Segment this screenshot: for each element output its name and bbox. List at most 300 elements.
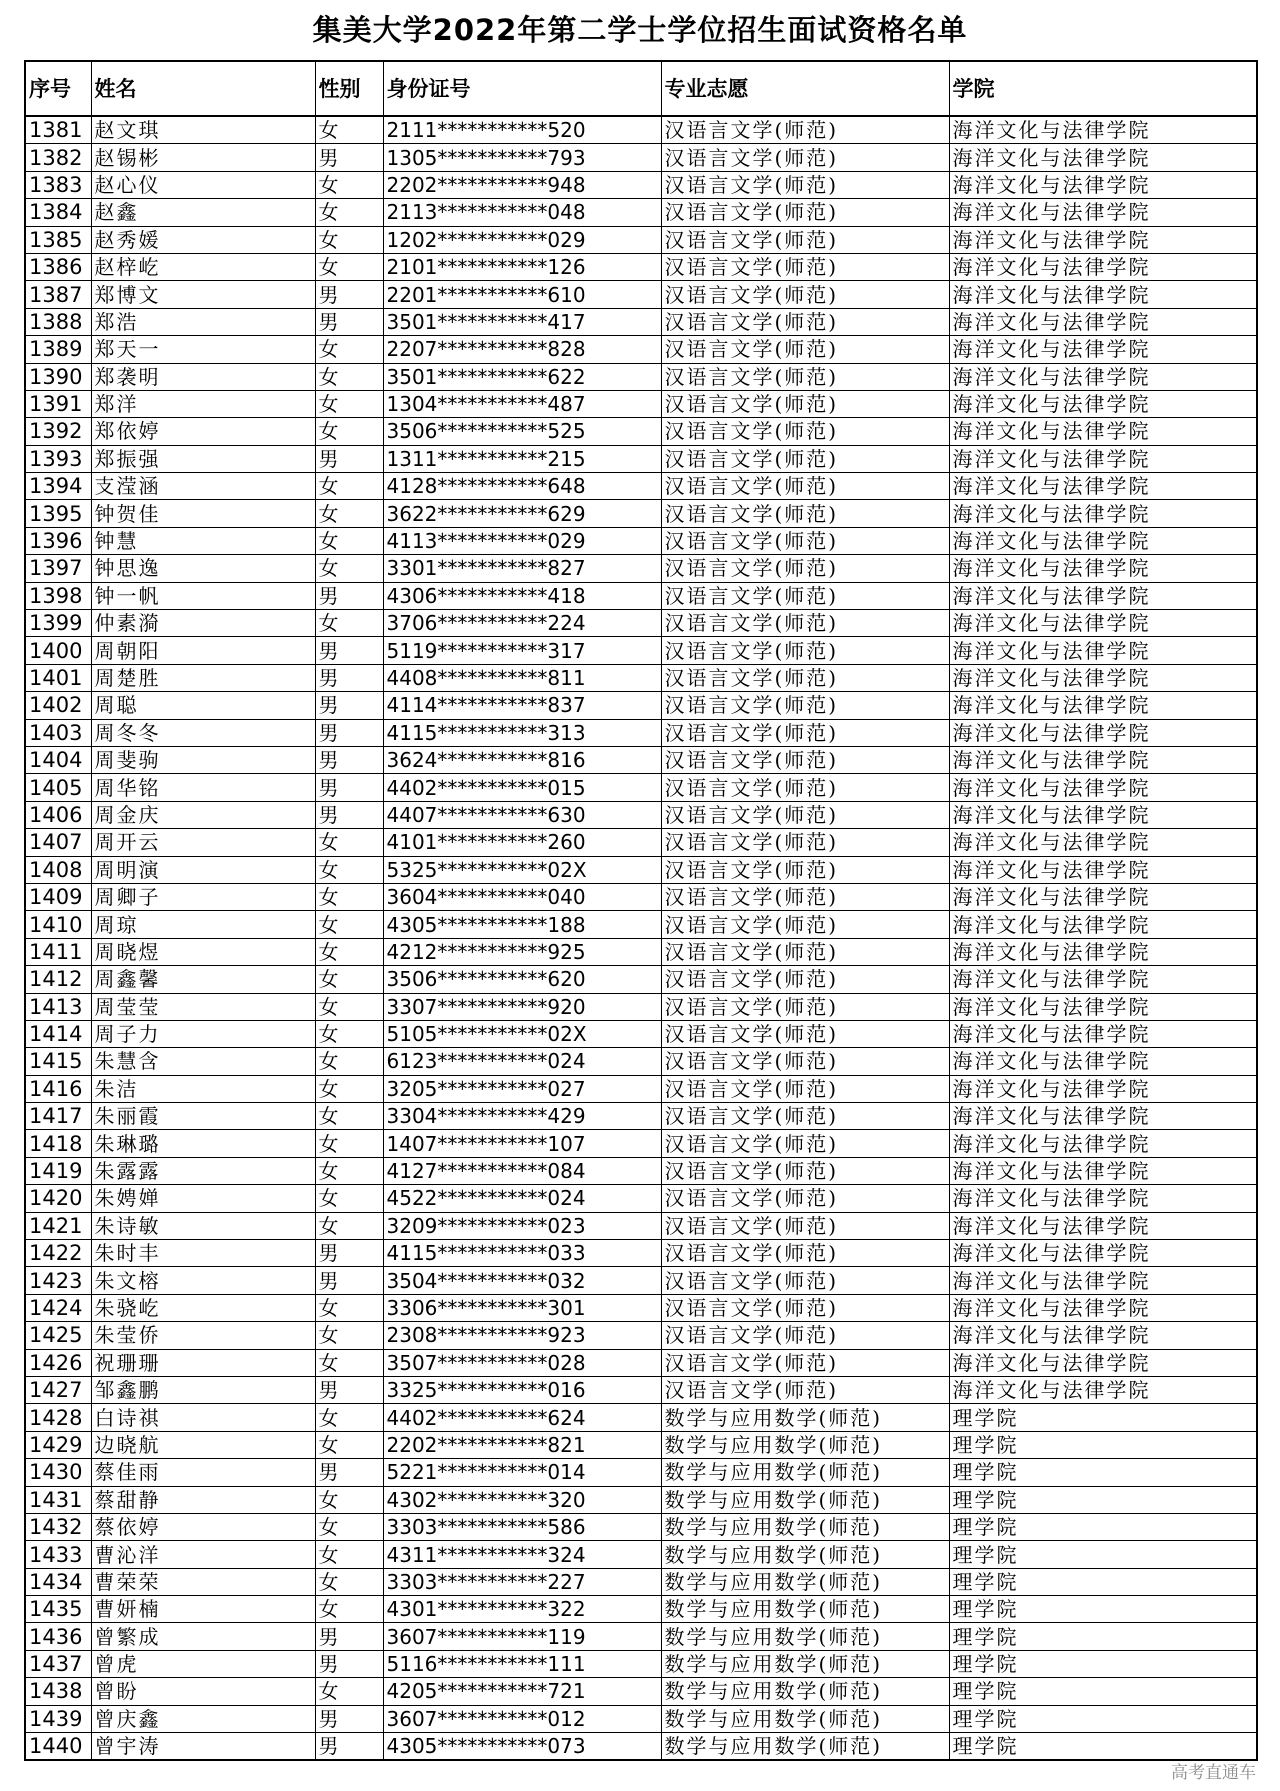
cell-major: 汉语言文学(师范)	[661, 1103, 949, 1130]
cell-college: 海洋文化与法律学院	[949, 555, 1257, 582]
table-row	[25, 1376, 1257, 1403]
cell-gender: 女	[315, 883, 383, 910]
cell-id-number: 4306***********418	[383, 582, 661, 609]
cell-college: 海洋文化与法律学院	[949, 582, 1257, 609]
cell-id-number: 4311***********324	[383, 1541, 661, 1568]
cell-id-number: 3301***********827	[383, 555, 661, 582]
cell-gender: 女	[315, 1212, 383, 1239]
cell-major: 汉语言文学(师范)	[661, 582, 949, 609]
cell-major: 数学与应用数学(师范)	[661, 1650, 949, 1677]
cell-seq: 1400	[25, 637, 91, 664]
cell-id-number: 3205***********027	[383, 1075, 661, 1102]
table-row	[25, 363, 1257, 390]
cell-seq: 1413	[25, 993, 91, 1020]
cell-seq: 1431	[25, 1486, 91, 1513]
cell-name: 曹妍楠	[91, 1596, 315, 1623]
table-row	[25, 253, 1257, 280]
cell-name: 钟慧	[91, 527, 315, 554]
cell-id-number: 2308***********923	[383, 1322, 661, 1349]
cell-gender: 男	[315, 801, 383, 828]
cell-seq: 1439	[25, 1705, 91, 1732]
cell-id-number: 4301***********322	[383, 1596, 661, 1623]
table-row	[25, 1733, 1257, 1761]
cell-gender: 女	[315, 1130, 383, 1157]
cell-major: 数学与应用数学(师范)	[661, 1568, 949, 1595]
cell-major: 汉语言文学(师范)	[661, 281, 949, 308]
cell-id-number: 2101***********126	[383, 253, 661, 280]
cell-name: 曾繁成	[91, 1623, 315, 1650]
cell-name: 周开云	[91, 829, 315, 856]
cell-gender: 女	[315, 171, 383, 198]
table-row	[25, 390, 1257, 417]
cell-major: 汉语言文学(师范)	[661, 336, 949, 363]
cell-seq: 1434	[25, 1568, 91, 1595]
cell-seq: 1382	[25, 144, 91, 171]
cell-seq: 1388	[25, 308, 91, 335]
cell-major: 汉语言文学(师范)	[661, 445, 949, 472]
cell-major: 汉语言文学(师范)	[661, 253, 949, 280]
cell-gender: 女	[315, 363, 383, 390]
cell-seq: 1393	[25, 445, 91, 472]
cell-name: 郑博文	[91, 281, 315, 308]
cell-name: 赵鑫	[91, 199, 315, 226]
cell-name: 蔡甜静	[91, 1486, 315, 1513]
cell-id-number: 3303***********586	[383, 1513, 661, 1540]
cell-major: 汉语言文学(师范)	[661, 938, 949, 965]
cell-college: 海洋文化与法律学院	[949, 883, 1257, 910]
cell-college: 理学院	[949, 1513, 1257, 1540]
cell-seq: 1425	[25, 1322, 91, 1349]
table-row	[25, 1322, 1257, 1349]
cell-gender: 男	[315, 1267, 383, 1294]
table-row	[25, 1513, 1257, 1540]
table-row	[25, 1212, 1257, 1239]
table-row	[25, 1185, 1257, 1212]
table-row	[25, 610, 1257, 637]
cell-college: 海洋文化与法律学院	[949, 1294, 1257, 1321]
table-row	[25, 1267, 1257, 1294]
table-row	[25, 774, 1257, 801]
cell-college: 海洋文化与法律学院	[949, 664, 1257, 691]
cell-name: 朱露露	[91, 1157, 315, 1184]
cell-major: 数学与应用数学(师范)	[661, 1404, 949, 1431]
cell-id-number: 3325***********016	[383, 1376, 661, 1403]
cell-gender: 女	[315, 1075, 383, 1102]
cell-college: 海洋文化与法律学院	[949, 1322, 1257, 1349]
cell-id-number: 4101***********260	[383, 829, 661, 856]
table-row	[25, 1240, 1257, 1267]
cell-name: 钟贺佳	[91, 500, 315, 527]
cell-name: 蔡佳雨	[91, 1459, 315, 1486]
cell-id-number: 3607***********119	[383, 1623, 661, 1650]
table-row	[25, 1294, 1257, 1321]
cell-name: 赵梓屹	[91, 253, 315, 280]
cell-major: 汉语言文学(师范)	[661, 637, 949, 664]
cell-seq: 1395	[25, 500, 91, 527]
cell-seq: 1419	[25, 1157, 91, 1184]
cell-major: 汉语言文学(师范)	[661, 199, 949, 226]
cell-major: 汉语言文学(师范)	[661, 1157, 949, 1184]
cell-gender: 女	[315, 1020, 383, 1047]
table-row	[25, 829, 1257, 856]
cell-college: 海洋文化与法律学院	[949, 171, 1257, 198]
cell-major: 汉语言文学(师范)	[661, 911, 949, 938]
cell-college: 海洋文化与法律学院	[949, 692, 1257, 719]
cell-seq: 1399	[25, 610, 91, 637]
cell-name: 邹鑫鹏	[91, 1376, 315, 1403]
cell-id-number: 3303***********227	[383, 1568, 661, 1595]
cell-id-number: 3506***********525	[383, 418, 661, 445]
cell-college: 海洋文化与法律学院	[949, 199, 1257, 226]
cell-major: 汉语言文学(师范)	[661, 527, 949, 554]
cell-major: 汉语言文学(师范)	[661, 1185, 949, 1212]
cell-major: 汉语言文学(师范)	[661, 363, 949, 390]
cell-seq: 1432	[25, 1513, 91, 1540]
cell-college: 理学院	[949, 1650, 1257, 1677]
cell-gender: 男	[315, 692, 383, 719]
cell-name: 白诗祺	[91, 1404, 315, 1431]
cell-name: 边晓航	[91, 1431, 315, 1458]
cell-college: 海洋文化与法律学院	[949, 938, 1257, 965]
cell-seq: 1420	[25, 1185, 91, 1212]
cell-seq: 1391	[25, 390, 91, 417]
cell-name: 赵秀媛	[91, 226, 315, 253]
cell-seq: 1389	[25, 336, 91, 363]
table-row	[25, 500, 1257, 527]
cell-seq: 1394	[25, 473, 91, 500]
cell-id-number: 4115***********313	[383, 719, 661, 746]
header-id-number: 身份证号	[383, 61, 661, 116]
cell-id-number: 1311***********215	[383, 445, 661, 472]
cell-gender: 女	[315, 1157, 383, 1184]
cell-gender: 女	[315, 473, 383, 500]
cell-college: 理学院	[949, 1541, 1257, 1568]
cell-college: 海洋文化与法律学院	[949, 116, 1257, 144]
cell-major: 汉语言文学(师范)	[661, 1267, 949, 1294]
cell-major: 汉语言文学(师范)	[661, 1349, 949, 1376]
cell-seq: 1385	[25, 226, 91, 253]
page-title: 集美大学2022年第二学士学位招生面试资格名单	[312, 13, 968, 47]
cell-college: 理学院	[949, 1404, 1257, 1431]
cell-college: 海洋文化与法律学院	[949, 500, 1257, 527]
cell-major: 汉语言文学(师范)	[661, 500, 949, 527]
cell-college: 理学院	[949, 1705, 1257, 1732]
cell-major: 汉语言文学(师范)	[661, 966, 949, 993]
table-row	[25, 1459, 1257, 1486]
cell-gender: 男	[315, 308, 383, 335]
cell-id-number: 4402***********624	[383, 1404, 661, 1431]
cell-id-number: 2207***********828	[383, 336, 661, 363]
cell-college: 海洋文化与法律学院	[949, 1157, 1257, 1184]
cell-gender: 女	[315, 1486, 383, 1513]
cell-seq: 1415	[25, 1048, 91, 1075]
cell-gender: 女	[315, 911, 383, 938]
cell-id-number: 2202***********821	[383, 1431, 661, 1458]
cell-seq: 1386	[25, 253, 91, 280]
table-row	[25, 1541, 1257, 1568]
cell-major: 汉语言文学(师范)	[661, 1212, 949, 1239]
cell-name: 周卿子	[91, 883, 315, 910]
cell-gender: 女	[315, 226, 383, 253]
cell-seq: 1414	[25, 1020, 91, 1047]
cell-seq: 1433	[25, 1541, 91, 1568]
cell-gender: 男	[315, 1650, 383, 1677]
cell-gender: 女	[315, 1541, 383, 1568]
cell-seq: 1427	[25, 1376, 91, 1403]
cell-college: 海洋文化与法律学院	[949, 226, 1257, 253]
cell-college: 理学院	[949, 1596, 1257, 1623]
cell-id-number: 4114***********837	[383, 692, 661, 719]
cell-id-number: 5105***********02X	[383, 1020, 661, 1047]
table-row	[25, 966, 1257, 993]
cell-name: 赵心仪	[91, 171, 315, 198]
cell-gender: 男	[315, 637, 383, 664]
cell-college: 海洋文化与法律学院	[949, 1130, 1257, 1157]
cell-name: 郑袭明	[91, 363, 315, 390]
cell-major: 汉语言文学(师范)	[661, 664, 949, 691]
roster-table	[24, 60, 1258, 1761]
cell-id-number: 4212***********925	[383, 938, 661, 965]
cell-id-number: 3706***********224	[383, 610, 661, 637]
cell-college: 理学院	[949, 1431, 1257, 1458]
cell-major: 汉语言文学(师范)	[661, 1075, 949, 1102]
table-row	[25, 1404, 1257, 1431]
cell-college: 海洋文化与法律学院	[949, 993, 1257, 1020]
cell-seq: 1416	[25, 1075, 91, 1102]
cell-college: 海洋文化与法律学院	[949, 1267, 1257, 1294]
cell-seq: 1406	[25, 801, 91, 828]
cell-college: 海洋文化与法律学院	[949, 308, 1257, 335]
cell-gender: 男	[315, 664, 383, 691]
cell-college: 海洋文化与法律学院	[949, 1185, 1257, 1212]
cell-college: 海洋文化与法律学院	[949, 281, 1257, 308]
cell-id-number: 3607***********012	[383, 1705, 661, 1732]
cell-seq: 1410	[25, 911, 91, 938]
cell-name: 赵文琪	[91, 116, 315, 144]
cell-major: 汉语言文学(师范)	[661, 144, 949, 171]
cell-name: 仲素漪	[91, 610, 315, 637]
cell-college: 理学院	[949, 1623, 1257, 1650]
cell-seq: 1408	[25, 856, 91, 883]
table-row	[25, 664, 1257, 691]
table-row	[25, 473, 1257, 500]
cell-name: 朱时丰	[91, 1240, 315, 1267]
cell-id-number: 1407***********107	[383, 1130, 661, 1157]
cell-gender: 女	[315, 1431, 383, 1458]
cell-name: 郑洋	[91, 390, 315, 417]
cell-gender: 女	[315, 1322, 383, 1349]
cell-id-number: 3506***********620	[383, 966, 661, 993]
cell-major: 汉语言文学(师范)	[661, 829, 949, 856]
cell-major: 汉语言文学(师范)	[661, 692, 949, 719]
cell-id-number: 3209***********023	[383, 1212, 661, 1239]
cell-name: 曹荣荣	[91, 1568, 315, 1595]
cell-name: 朱琳璐	[91, 1130, 315, 1157]
cell-college: 海洋文化与法律学院	[949, 829, 1257, 856]
table-row	[25, 1157, 1257, 1184]
cell-id-number: 2111***********520	[383, 116, 661, 144]
cell-id-number: 4305***********073	[383, 1733, 661, 1761]
cell-seq: 1428	[25, 1404, 91, 1431]
cell-id-number: 6123***********024	[383, 1048, 661, 1075]
cell-name: 郑天一	[91, 336, 315, 363]
cell-seq: 1381	[25, 116, 91, 144]
header-gender: 性别	[315, 61, 383, 116]
cell-gender: 女	[315, 253, 383, 280]
cell-name: 周莹莹	[91, 993, 315, 1020]
cell-gender: 男	[315, 746, 383, 773]
table-row	[25, 883, 1257, 910]
cell-college: 海洋文化与法律学院	[949, 473, 1257, 500]
cell-name: 周楚胜	[91, 664, 315, 691]
cell-id-number: 3604***********040	[383, 883, 661, 910]
cell-seq: 1402	[25, 692, 91, 719]
cell-major: 汉语言文学(师范)	[661, 883, 949, 910]
cell-major: 汉语言文学(师范)	[661, 801, 949, 828]
cell-major: 数学与应用数学(师范)	[661, 1705, 949, 1732]
cell-name: 周琼	[91, 911, 315, 938]
table-row	[25, 637, 1257, 664]
cell-name: 郑浩	[91, 308, 315, 335]
cell-major: 汉语言文学(师范)	[661, 390, 949, 417]
table-row	[25, 993, 1257, 1020]
cell-major: 汉语言文学(师范)	[661, 610, 949, 637]
cell-seq: 1405	[25, 774, 91, 801]
cell-gender: 女	[315, 1349, 383, 1376]
cell-college: 海洋文化与法律学院	[949, 966, 1257, 993]
cell-gender: 男	[315, 144, 383, 171]
cell-name: 周朝阳	[91, 637, 315, 664]
cell-id-number: 4113***********029	[383, 527, 661, 554]
cell-seq: 1440	[25, 1733, 91, 1761]
cell-major: 汉语言文学(师范)	[661, 993, 949, 1020]
cell-major: 汉语言文学(师范)	[661, 308, 949, 335]
cell-name: 朱丽霞	[91, 1103, 315, 1130]
cell-gender: 男	[315, 774, 383, 801]
cell-gender: 女	[315, 1596, 383, 1623]
cell-id-number: 3501***********417	[383, 308, 661, 335]
cell-id-number: 5221***********014	[383, 1459, 661, 1486]
cell-seq: 1403	[25, 719, 91, 746]
table-row	[25, 582, 1257, 609]
cell-college: 理学院	[949, 1568, 1257, 1595]
cell-gender: 男	[315, 1733, 383, 1761]
cell-college: 理学院	[949, 1486, 1257, 1513]
cell-name: 周子力	[91, 1020, 315, 1047]
cell-seq: 1418	[25, 1130, 91, 1157]
cell-college: 海洋文化与法律学院	[949, 445, 1257, 472]
cell-major: 汉语言文学(师范)	[661, 1048, 949, 1075]
cell-id-number: 3504***********032	[383, 1267, 661, 1294]
cell-major: 汉语言文学(师范)	[661, 116, 949, 144]
cell-major: 数学与应用数学(师范)	[661, 1486, 949, 1513]
cell-college: 理学院	[949, 1733, 1257, 1761]
cell-seq: 1430	[25, 1459, 91, 1486]
cell-seq: 1392	[25, 418, 91, 445]
cell-name: 曾宇涛	[91, 1733, 315, 1761]
cell-id-number: 4115***********033	[383, 1240, 661, 1267]
cell-name: 郑振强	[91, 445, 315, 472]
cell-major: 汉语言文学(师范)	[661, 418, 949, 445]
cell-college: 海洋文化与法律学院	[949, 527, 1257, 554]
cell-gender: 女	[315, 1294, 383, 1321]
cell-seq: 1411	[25, 938, 91, 965]
cell-id-number: 3306***********301	[383, 1294, 661, 1321]
table-row	[25, 1596, 1257, 1623]
cell-major: 数学与应用数学(师范)	[661, 1431, 949, 1458]
table-row	[25, 527, 1257, 554]
cell-seq: 1412	[25, 966, 91, 993]
cell-major: 汉语言文学(师范)	[661, 226, 949, 253]
cell-major: 汉语言文学(师范)	[661, 1130, 949, 1157]
cell-id-number: 3501***********622	[383, 363, 661, 390]
cell-college: 海洋文化与法律学院	[949, 1349, 1257, 1376]
cell-college: 海洋文化与法律学院	[949, 1212, 1257, 1239]
cell-major: 汉语言文学(师范)	[661, 1294, 949, 1321]
cell-name: 曾庆鑫	[91, 1705, 315, 1732]
cell-id-number: 4305***********188	[383, 911, 661, 938]
cell-college: 海洋文化与法律学院	[949, 856, 1257, 883]
cell-name: 曾盼	[91, 1678, 315, 1705]
cell-id-number: 4402***********015	[383, 774, 661, 801]
cell-college: 理学院	[949, 1678, 1257, 1705]
cell-gender: 女	[315, 500, 383, 527]
table-row	[25, 144, 1257, 171]
cell-gender: 男	[315, 1705, 383, 1732]
table-row	[25, 1486, 1257, 1513]
cell-college: 海洋文化与法律学院	[949, 1103, 1257, 1130]
cell-seq: 1407	[25, 829, 91, 856]
table-row	[25, 445, 1257, 472]
cell-seq: 1429	[25, 1431, 91, 1458]
cell-name: 朱慧含	[91, 1048, 315, 1075]
cell-college: 海洋文化与法律学院	[949, 1048, 1257, 1075]
cell-college: 海洋文化与法律学院	[949, 253, 1257, 280]
cell-gender: 女	[315, 1185, 383, 1212]
cell-id-number: 3307***********920	[383, 993, 661, 1020]
table-row	[25, 719, 1257, 746]
cell-seq: 1384	[25, 199, 91, 226]
cell-id-number: 3507***********028	[383, 1349, 661, 1376]
cell-seq: 1398	[25, 582, 91, 609]
table-row	[25, 116, 1257, 144]
cell-major: 汉语言文学(师范)	[661, 774, 949, 801]
cell-college: 海洋文化与法律学院	[949, 610, 1257, 637]
cell-gender: 女	[315, 527, 383, 554]
cell-college: 海洋文化与法律学院	[949, 336, 1257, 363]
cell-gender: 男	[315, 445, 383, 472]
table-row	[25, 1075, 1257, 1102]
cell-seq: 1404	[25, 746, 91, 773]
cell-id-number: 1305***********793	[383, 144, 661, 171]
cell-gender: 男	[315, 281, 383, 308]
cell-id-number: 2201***********610	[383, 281, 661, 308]
table-row	[25, 1130, 1257, 1157]
cell-name: 郑依婷	[91, 418, 315, 445]
cell-major: 数学与应用数学(师范)	[661, 1513, 949, 1540]
cell-seq: 1387	[25, 281, 91, 308]
cell-name: 赵锡彬	[91, 144, 315, 171]
cell-id-number: 2202***********948	[383, 171, 661, 198]
cell-college: 海洋文化与法律学院	[949, 418, 1257, 445]
cell-name: 周鑫馨	[91, 966, 315, 993]
cell-college: 海洋文化与法律学院	[949, 637, 1257, 664]
cell-id-number: 3304***********429	[383, 1103, 661, 1130]
table-row	[25, 1650, 1257, 1677]
cell-gender: 女	[315, 390, 383, 417]
cell-gender: 女	[315, 938, 383, 965]
cell-seq: 1390	[25, 363, 91, 390]
